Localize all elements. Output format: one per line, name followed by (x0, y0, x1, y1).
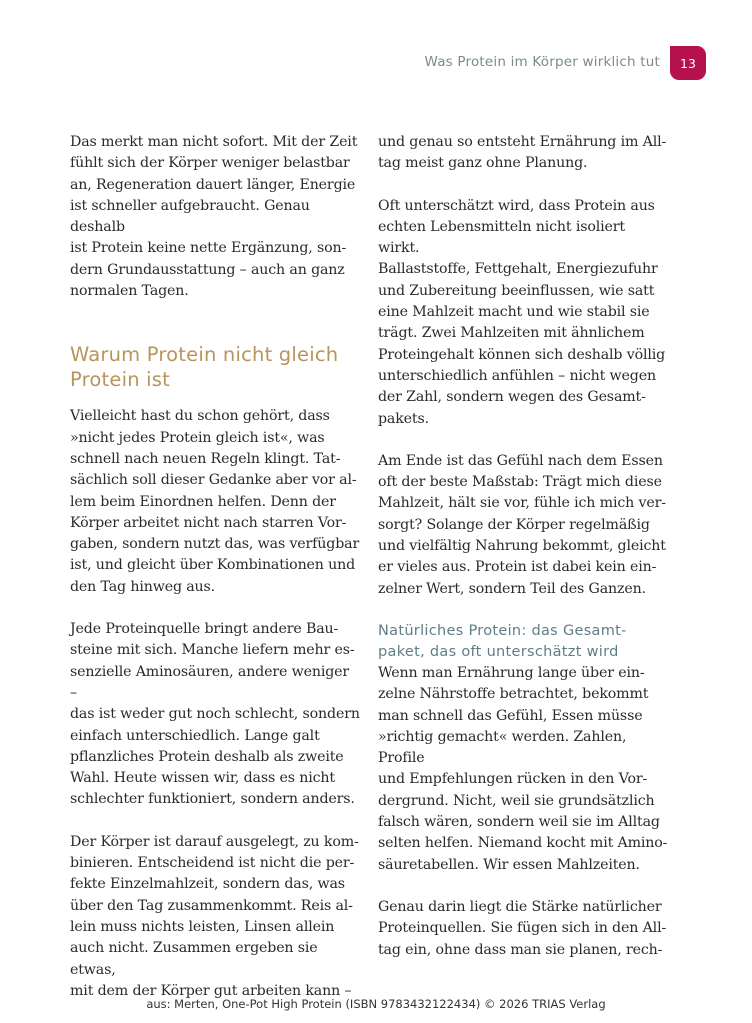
paragraph: Jede Proteinquelle bringt andere Bau- steine mit sich. Manche liefern mehr es- senzielle Aminosäuren, andere weniger – das ist weder gut noch schlecht, sondern einfach unterschiedlich. Lange galt pflanzliches Protein deshalb als zweite Wahl. Heute wissen wir, dass es nicht schlechter funktioniert, sondern anders. (70, 621, 360, 808)
right-column (378, 132, 668, 982)
left-column (70, 132, 360, 1023)
paragraph: Der Körper ist darauf ausgelegt, zu kom- binieren. Entscheidend ist nicht die per- fekte Einzelmahlzeit, sondern das, was über den Tag zusammenkommt. Reis al- lein muss nichts leisten, Linsen allein auch nicht. Zusammen ergeben sie etwas, mit dem der Körper gut arbeiten kann – (70, 833, 359, 999)
page-number-badge: 13 (670, 46, 706, 80)
section-heading: Warum Protein nicht gleich Protein ist (70, 343, 339, 392)
paragraph: Am Ende ist das Gefühl nach dem Essen oft der beste Maßstab: Trägt mich diese Mahlzeit, hält sie vor, fühle ich mich ver- sorgt? Solange der Körper regelmäßig und vielfältig Nahrung bekommt, gleicht er vieles aus. Protein ist dabei kein ein- zelner Wert, sondern Teil des Ganzen. (378, 452, 666, 597)
running-head-title: Was Protein im Körper wirklich tut (424, 54, 660, 70)
footer-citation: aus: Merten, One-Pot High Protein (ISBN 9783432122434) © 2026 TRIAS Verlag (146, 997, 606, 1011)
paragraph: Wenn man Ernährung lange über ein- zelne Nährstoffe betrachtet, bekommt man schnell das Gefühl, Essen müsse »richtig gemacht« werden. Zahlen, Profile und Empfehlungen rücken in den Vor- dergrund. Nicht, weil sie grundsätzlich falsch wären, sondern weil sie im Alltag selten helfen. Niemand kocht mit Amino- säuretabellen. Wir essen Mahlzeiten. (378, 664, 668, 873)
paragraph: Vielleicht hast du schon gehört, dass »nicht jedes Protein gleich ist«, was schnell nach neuen Regeln klingt. Tat- sächlich soll dieser Gedanke aber vor al- lem beim Einordnen helfen. Denn der Körper arbeitet nicht nach starren Vor- gaben, sondern nutzt das, was verfügbar ist, und gleicht über Kombinationen und den Tag hinweg aus. (70, 408, 360, 595)
paragraph: und genau so entsteht Ernährung im All- tag meist ganz ohne Planung. (378, 134, 667, 172)
paragraph: Das merkt man nicht sofort. Mit der Zeit fühlt sich der Körper weniger belastbar an, Regeneration dauert länger, Energie ist schneller aufgebraucht. Genau deshalb ist Protein keine nette Ergänzung, son- dern Grundausstattung – auch an ganz normalen Tagen. (70, 134, 358, 300)
paragraph: Oft unterschätzt wird, dass Protein aus echten Lebensmitteln nicht isoliert wirkt. Ballaststoffe, Fettgehalt, Energiezufuhr und Zubereitung beeinflussen, wie satt eine Mahlzeit macht und wie stabil sie trägt. Zwei Mahlzeiten mit ähnlichem Proteingehalt können sich deshalb völlig unterschiedlich anfühlen – nicht wegen der Zahl, sondern wegen des Gesamt- pakets. (378, 197, 666, 427)
paragraph: Genau darin liegt die Stärke natürlicher Proteinquellen. Sie fügen sich in den All- tag ein, ohne dass man sie planen, rech- (378, 898, 667, 958)
subsection-heading: Natürliches Protein: das Gesamt- paket, das oft unterschätzt wird (378, 622, 627, 660)
